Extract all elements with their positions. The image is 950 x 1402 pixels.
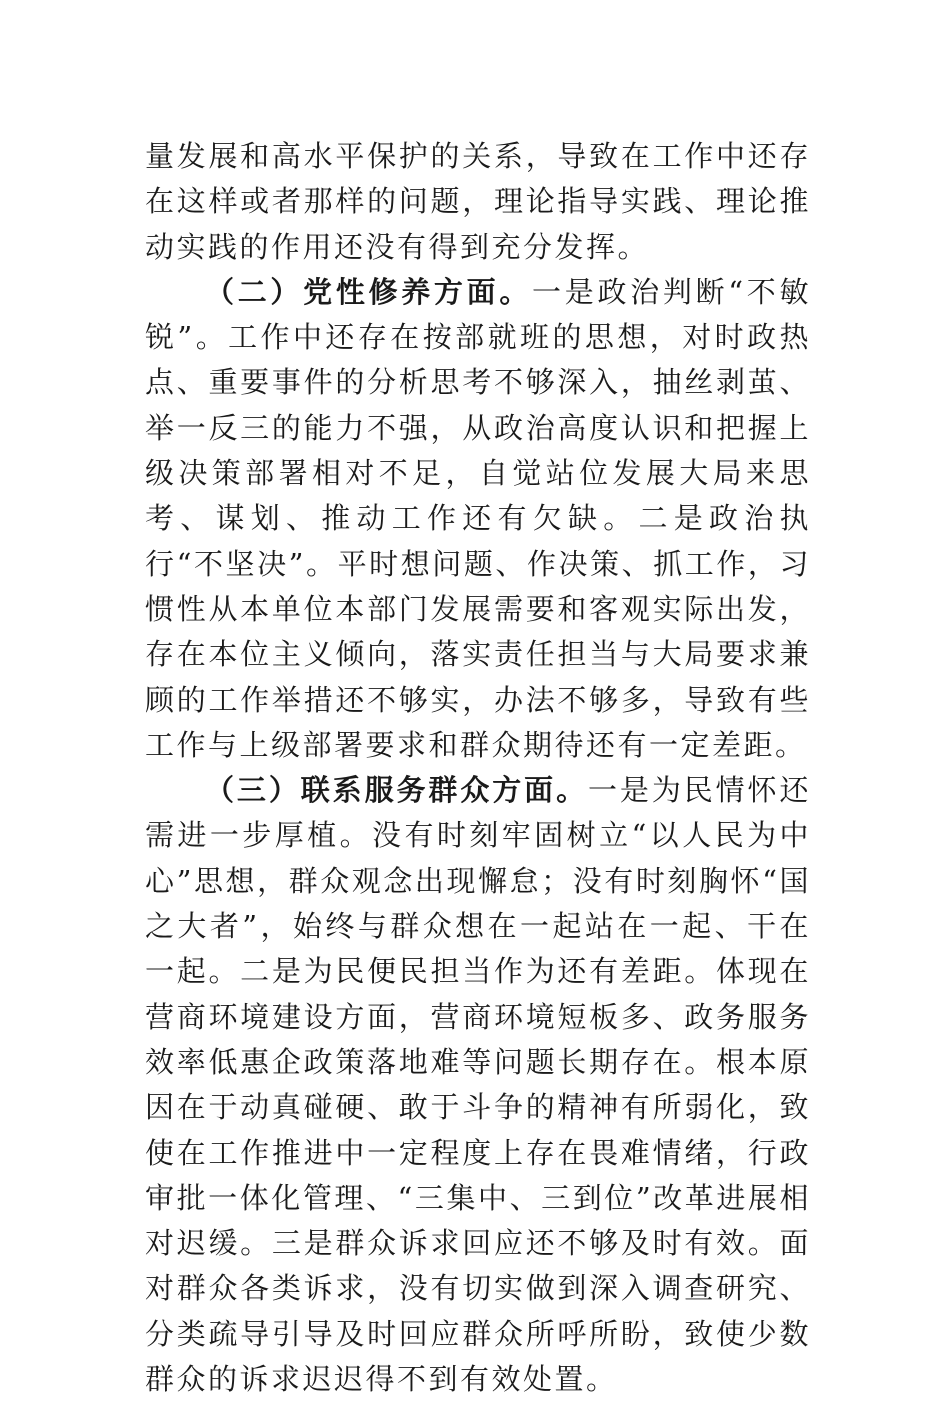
paragraph-text: 一是政治判断“不敏锐”。工作中还存在按部就班的思想，对时政热点、重要事件的分析思考不够深入，抽丝剥茧、举一反三的能力不强，从政治高度认识和把握上级决策部署相对不足，自觉站位发展大局来思考、谋划、推动工作还有欠缺。二是政治执行“不坚决”。平时想问题、作决策、抓工作，习惯性从本单位本部门发展需要和客观实际出发，存在本位主义倾向，落实责任担当与大局要求兼顾的工作举措还不够实，办法不够多，导致有些工作与上级部署要求和群众期待还有一定差距。 bbox=[145, 274, 811, 762]
paragraph-text: 一是为民情怀还需进一步厚植。没有时刻牢固树立“以人民为中心”思想，群众观念出现懈怠；没有时刻胸怀“国之大者”，始终与群众想在一起站在一起、干在一起。二是为民便民担当作为还有差距。体现在营商环境建设方面，营商环境短板多、政务服务效率低惠企政策落地难等问题长期存在。根本原因在于动真碰硬、敢于斗争的精神有所弱化，致使在工作推进中一定程度上存在畏难情绪，行政审批一体化管理、“三集中、三到位”改革进展相对迟缓。三是群众诉求回应还不够及时有效。面对群众各类诉求，没有切实做到深入调查研究、分类疏导引导及时回应群众所呼所盼，致使少数群众的诉求迟迟得不到有效处置。 bbox=[145, 773, 811, 1397]
paragraph-continuation bbox=[145, 134, 811, 270]
paragraph-party-cultivation bbox=[145, 270, 811, 768]
document-body bbox=[145, 134, 811, 1402]
section-heading: （三）联系服务群众方面。 bbox=[205, 773, 588, 808]
paragraph-serving-masses bbox=[145, 768, 811, 1402]
section-heading: （二）党性修养方面。 bbox=[205, 274, 533, 309]
paragraph-text: 量发展和高水平保护的关系，导致在工作中还存在这样或者那样的问题，理论指导实践、理论推动实践的作用还没有得到充分发挥。 bbox=[145, 139, 811, 264]
